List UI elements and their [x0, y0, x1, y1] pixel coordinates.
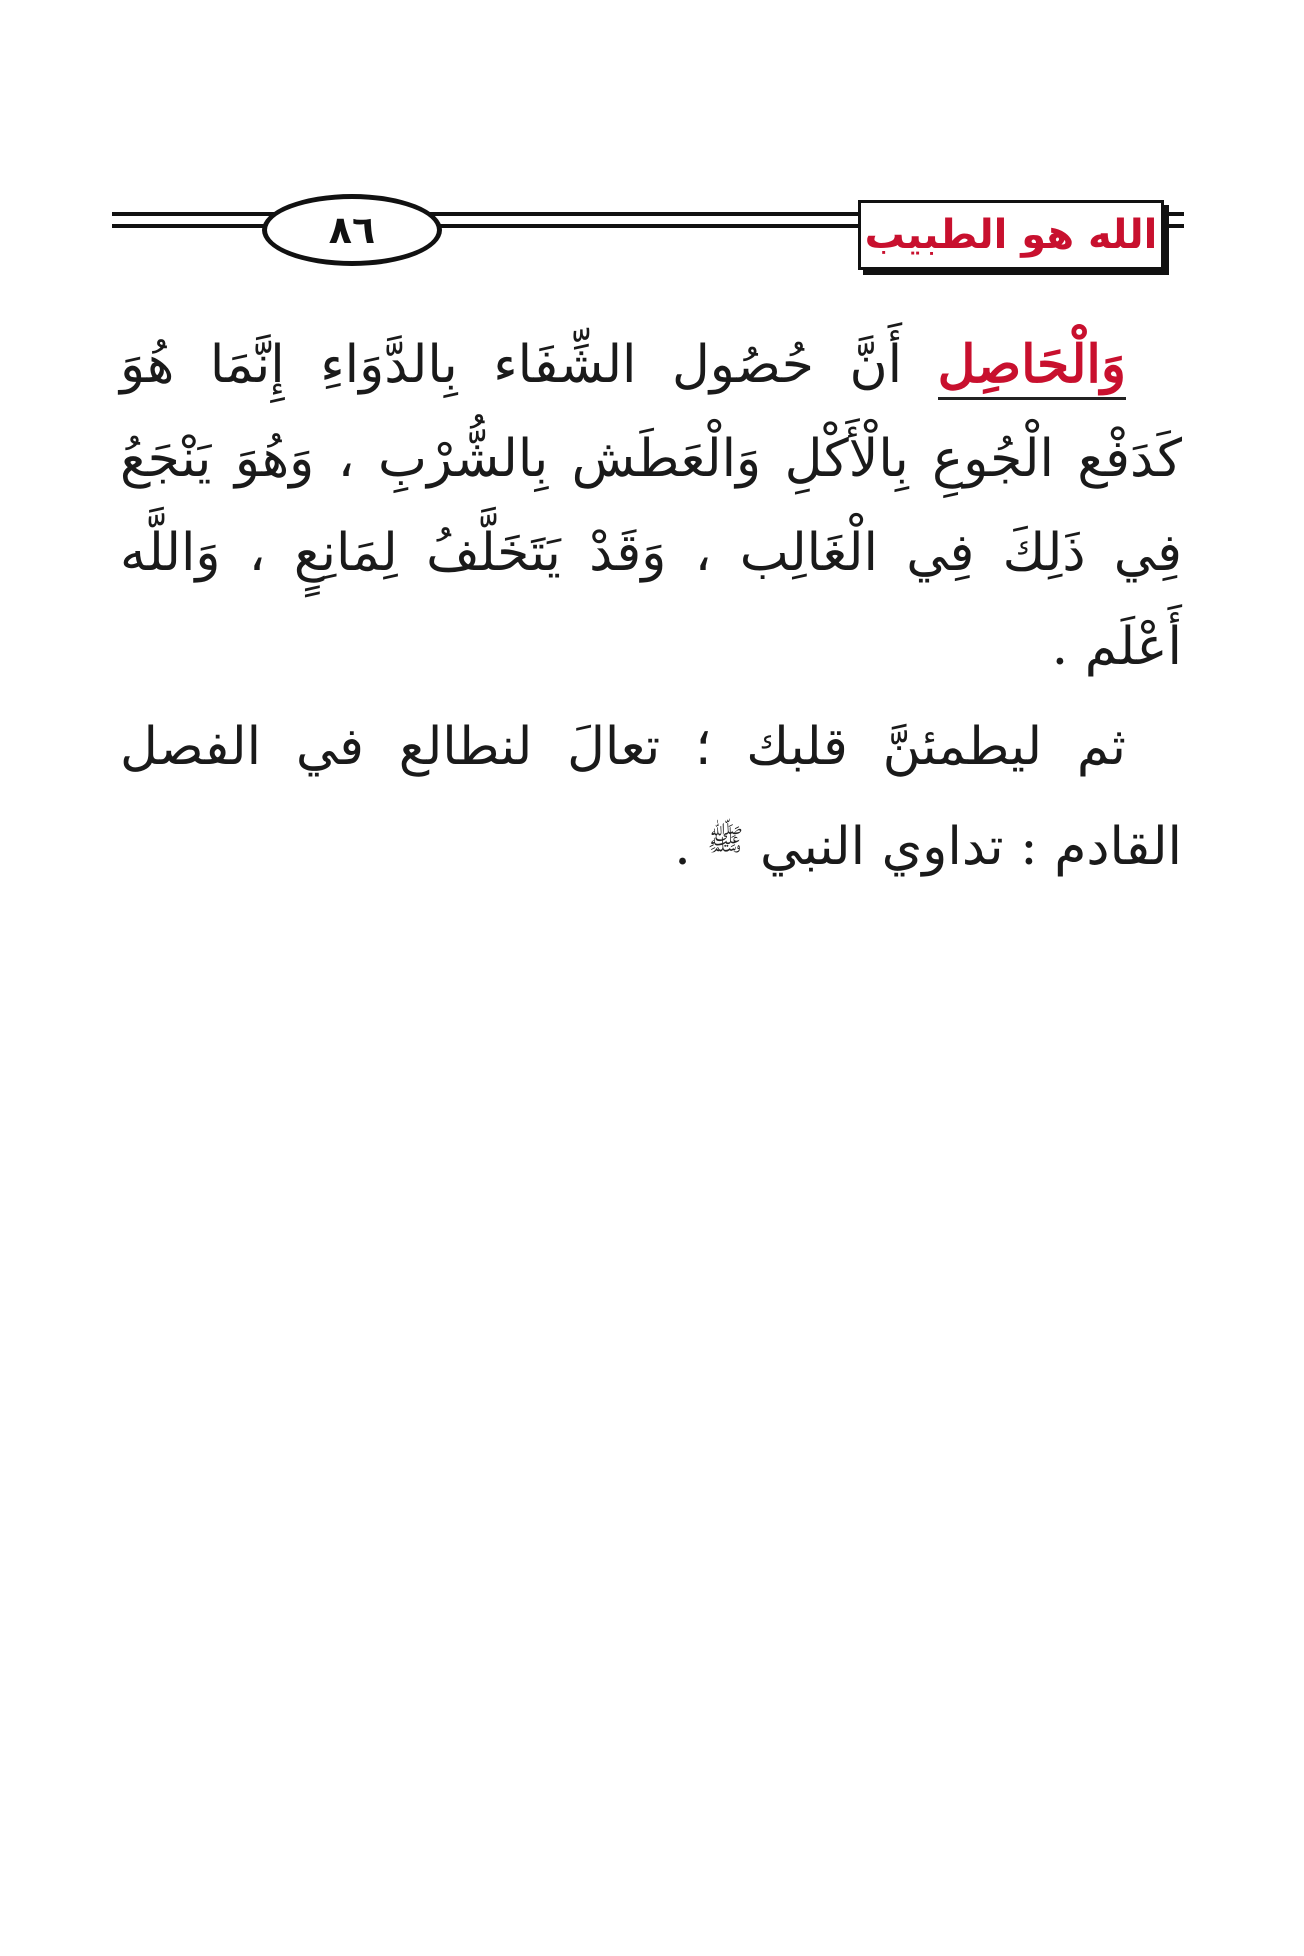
paragraph-lead-word: وَالْحَاصِل — [938, 334, 1126, 400]
chapter-title: الله هو الطبيب — [864, 212, 1158, 258]
chapter-title-box — [858, 200, 1164, 270]
page-header — [112, 190, 1184, 280]
paragraph-2-text: ثم ليطمئنَّ قلبك ؛ تعالَ لنطالع في الفصل القادم : تداوي النبي — [120, 717, 1182, 877]
page-number: ٨٦ — [328, 208, 376, 252]
paragraph-2-end: . — [674, 817, 708, 877]
paragraph-2 — [120, 700, 1182, 894]
paragraph-1-text: أَنَّ حُصُول الشِّفَاء بِالدَّوَاءِ إِنَّمَا هُوَ كَدَفْع الْجُوعِ بِالْأَكْلِ وَالْعَطَش بِالشُّرْبِ ، وَهُوَ يَنْجَعُ فِي ذَلِكَ فِي الْغَالِب ، وَقَدْ يَتَخَلَّفُ لِمَانِعٍ ، وَاللَّه أَعْلَم . — [120, 335, 1182, 677]
page-number-oval — [262, 194, 442, 266]
paragraph-1 — [120, 318, 1182, 694]
body-text — [120, 318, 1182, 894]
honorific-glyph: ﷺ — [707, 823, 744, 858]
